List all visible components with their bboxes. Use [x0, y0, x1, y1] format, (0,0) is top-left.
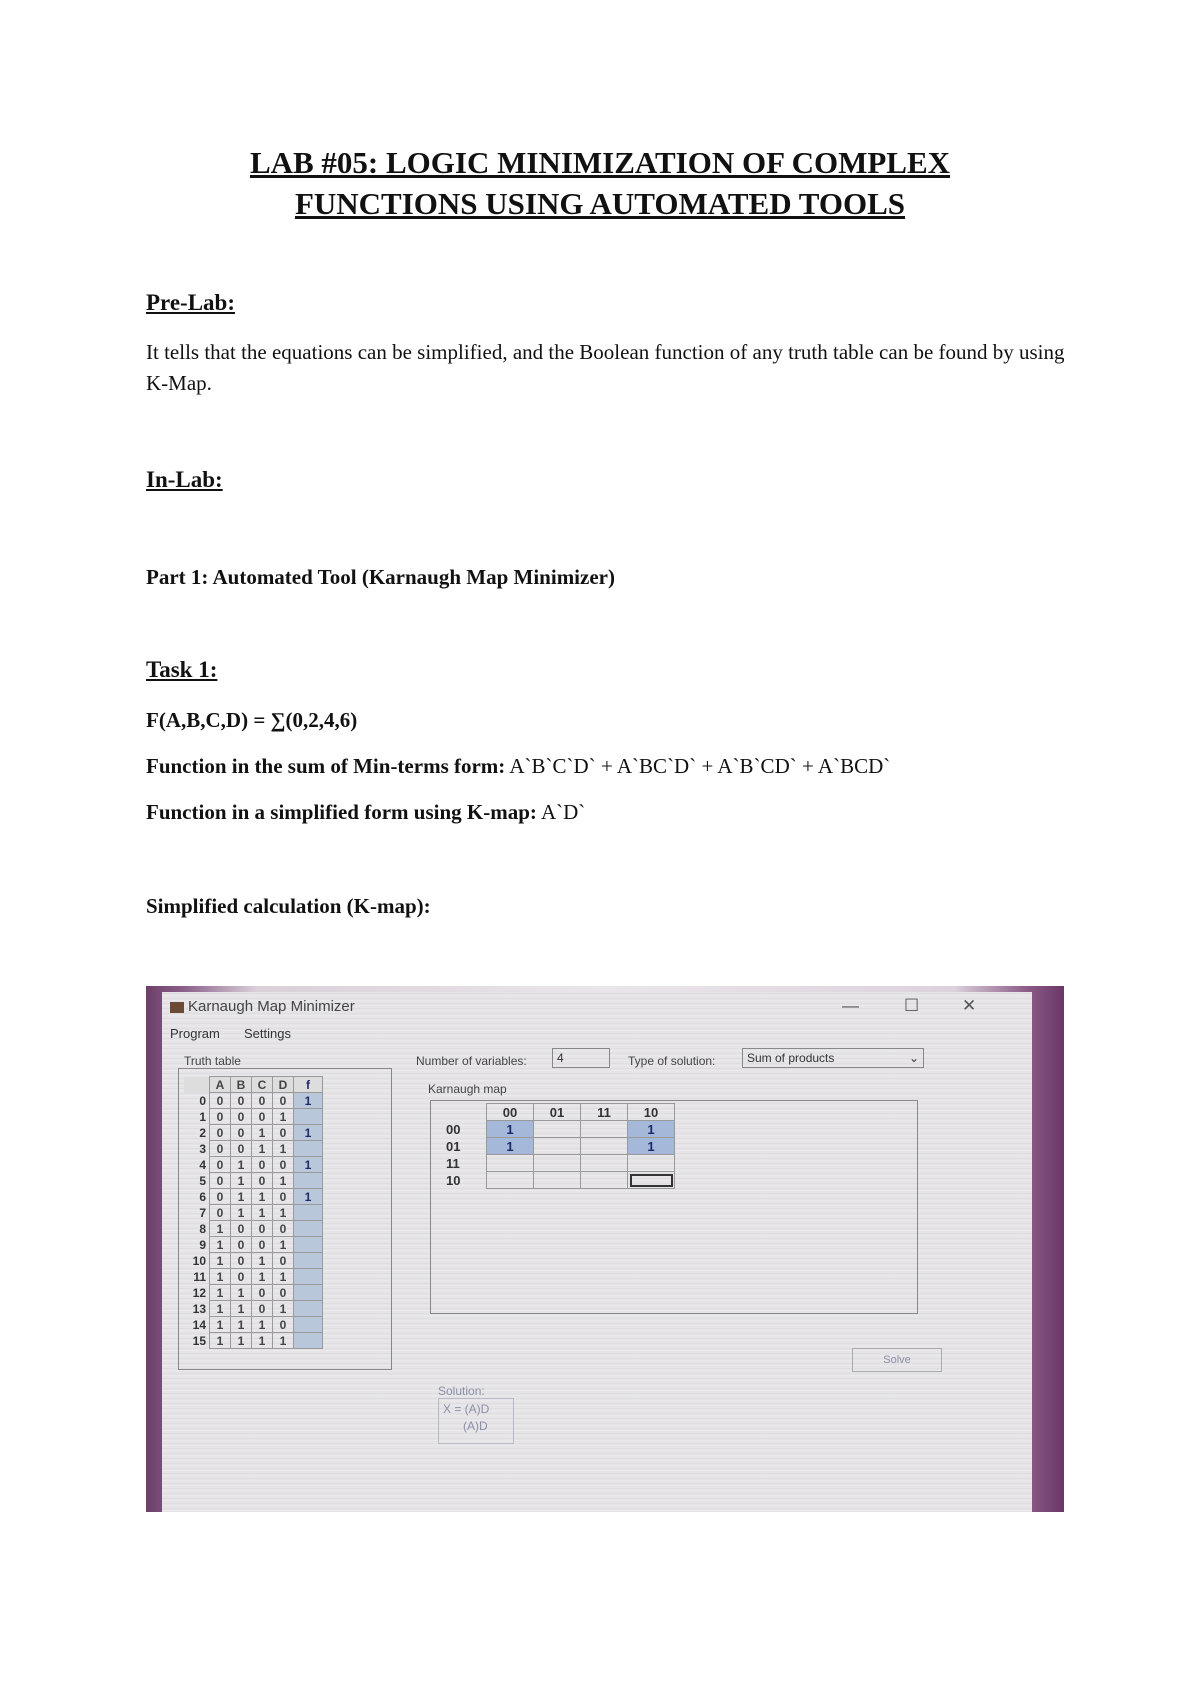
tt-cell: 0 — [273, 1157, 294, 1173]
tt-row-index: 12 — [192, 1285, 206, 1300]
tt-cell: 1 — [252, 1125, 273, 1141]
kmap-cell — [628, 1155, 675, 1172]
tt-cell: 1 — [210, 1317, 231, 1333]
tt-row-index: 9 — [199, 1237, 206, 1252]
num-vars-input: 4 — [552, 1048, 610, 1068]
tt-cell: 1 — [273, 1109, 294, 1125]
tt-cell: 0 — [231, 1125, 252, 1141]
kmap-cell — [534, 1155, 581, 1172]
task1-function: F(A,B,C,D) = ∑(0,2,4,6) — [146, 708, 358, 732]
solution-type-label: Type of solution: — [628, 1054, 716, 1068]
simplified-value: A`D` — [536, 800, 586, 824]
tt-cell: 0 — [210, 1189, 231, 1205]
part1-heading: Part 1: Automated Tool (Karnaugh Map Minimizer) — [146, 565, 615, 589]
truth-table-row — [184, 1173, 323, 1189]
tt-cell: 1 — [252, 1205, 273, 1221]
truth-table-row — [184, 1253, 323, 1269]
kmap-cell — [581, 1138, 628, 1155]
prelab-text: It tells that the equations can be simplified, and the Boolean function of any truth table can be found by using K-Map. — [146, 340, 1065, 395]
tt-cell: 1 — [252, 1141, 273, 1157]
tt-cell: 0 — [231, 1253, 252, 1269]
tt-cell: 1 — [252, 1189, 273, 1205]
minimizer-window — [162, 992, 1032, 1512]
tt-cell: 1 — [231, 1285, 252, 1301]
tt-cell: 0 — [210, 1109, 231, 1125]
title-line-1: LAB #05: LOGIC MINIMIZATION OF COMPLEX — [249, 145, 951, 180]
tt-cell — [294, 1221, 323, 1237]
kmap-cell: 1 — [628, 1121, 675, 1138]
tt-cell: 1 — [294, 1189, 323, 1205]
kmap-col-header: 10 — [628, 1104, 675, 1121]
tt-cell — [294, 1205, 323, 1221]
tt-row-index: 15 — [192, 1333, 206, 1348]
tt-cell: 0 — [273, 1317, 294, 1333]
app-icon — [170, 1002, 184, 1013]
tt-row-index: 10 — [192, 1253, 206, 1268]
tt-cell: 0 — [231, 1221, 252, 1237]
tt-cell: 0 — [231, 1269, 252, 1285]
simplified-label: Function in a simplified form using K-map: — [146, 800, 537, 824]
tt-cell: 0 — [252, 1157, 273, 1173]
tt-cell — [294, 1141, 323, 1157]
kmap-row-header: 10 — [446, 1172, 461, 1188]
kmap-row-header: 11 — [446, 1155, 460, 1171]
tt-cell: 1 — [231, 1301, 252, 1317]
tt-cell: 1 — [273, 1237, 294, 1253]
minimize-icon: — — [842, 996, 859, 1015]
tt-cell: 0 — [210, 1141, 231, 1157]
tt-cell: 1 — [273, 1141, 294, 1157]
tt-cell: 0 — [273, 1285, 294, 1301]
tt-cell: 1 — [273, 1301, 294, 1317]
tt-cell: 0 — [231, 1237, 252, 1253]
tt-row-index: 14 — [192, 1317, 206, 1332]
kmap-cell — [581, 1172, 628, 1189]
tt-cell: 1 — [273, 1173, 294, 1189]
calc-label: Simplified calculation (K-map): — [146, 894, 431, 918]
solution-label: Solution: — [438, 1384, 485, 1398]
tt-row-index: 6 — [199, 1189, 206, 1204]
tt-cell: 0 — [273, 1221, 294, 1237]
tt-cell: 1 — [294, 1125, 323, 1141]
solution-box — [438, 1398, 514, 1444]
tt-cell: 0 — [210, 1125, 231, 1141]
kmap-row — [446, 1155, 675, 1172]
tt-row-index: 13 — [192, 1301, 206, 1316]
tt-cell: 1 — [252, 1269, 273, 1285]
karnaugh-map — [446, 1103, 675, 1189]
tt-cell: 0 — [273, 1253, 294, 1269]
tt-row-index: 5 — [199, 1173, 206, 1188]
kmap-cell: 1 — [487, 1138, 534, 1155]
tt-cell: 1 — [252, 1333, 273, 1349]
kmap-col-header: 00 — [487, 1104, 534, 1121]
menu-settings: Settings — [244, 1026, 291, 1041]
kmap-cell — [534, 1172, 581, 1189]
tt-cell: 0 — [252, 1109, 273, 1125]
truth-table-row — [184, 1221, 323, 1237]
truth-table-row — [184, 1237, 323, 1253]
kmap-row-header: 00 — [446, 1121, 461, 1137]
tt-header: C — [252, 1077, 273, 1093]
tt-cell: 0 — [273, 1125, 294, 1141]
title-line-2: FUNCTIONS USING AUTOMATED TOOLS — [294, 186, 906, 221]
truth-table-row — [184, 1333, 323, 1349]
tt-cell: 1 — [210, 1237, 231, 1253]
tt-header: f — [294, 1077, 323, 1093]
close-icon: ✕ — [962, 996, 977, 1015]
kmap-screenshot-photo — [146, 986, 1064, 1512]
tt-row-index: 0 — [199, 1093, 206, 1108]
tt-cell: 0 — [252, 1285, 273, 1301]
solution-type-select: Sum of products ⌄ — [742, 1048, 924, 1068]
kmap-row-header: 01 — [446, 1138, 461, 1154]
simplified-line — [146, 800, 585, 825]
kmap-col-header: 11 — [581, 1104, 628, 1121]
tt-cell: 0 — [252, 1173, 273, 1189]
kmap-cell — [534, 1138, 581, 1155]
tt-cell: 0 — [252, 1237, 273, 1253]
kmap-cell — [628, 1172, 675, 1189]
tt-row-index: 1 — [199, 1109, 206, 1124]
kmap-row — [446, 1138, 675, 1155]
tt-cell: 1 — [210, 1253, 231, 1269]
truth-table-row — [184, 1317, 323, 1333]
kmap-row — [446, 1172, 675, 1189]
kmap-corner — [446, 1104, 487, 1121]
tt-cell: 1 — [231, 1173, 252, 1189]
truth-table-row — [184, 1285, 323, 1301]
tt-cell — [294, 1237, 323, 1253]
tt-header: B — [231, 1077, 252, 1093]
tt-cell — [294, 1333, 323, 1349]
tt-cell: 1 — [210, 1269, 231, 1285]
tt-header: D — [273, 1077, 294, 1093]
truth-table-row — [184, 1269, 323, 1285]
tt-cell: 0 — [273, 1093, 294, 1109]
truth-table-row — [184, 1109, 323, 1125]
kmap-cell — [487, 1155, 534, 1172]
tt-row-index: 11 — [193, 1269, 206, 1284]
tt-cell: 0 — [210, 1205, 231, 1221]
solution-line-1: X = (A)D — [443, 1402, 490, 1416]
tt-cell: 0 — [252, 1301, 273, 1317]
tt-cell: 0 — [252, 1093, 273, 1109]
tt-cell: 0 — [210, 1157, 231, 1173]
prelab-heading: Pre-Lab: — [146, 290, 236, 315]
tt-cell — [294, 1301, 323, 1317]
tt-cell: 1 — [231, 1205, 252, 1221]
menu-program: Program — [170, 1026, 220, 1041]
truth-table-row — [184, 1093, 323, 1109]
window-title: Karnaugh Map Minimizer — [188, 998, 355, 1015]
tt-cell — [294, 1317, 323, 1333]
page-title — [0, 142, 1200, 224]
tt-row-index: 7 — [199, 1205, 206, 1220]
truth-table-row — [184, 1205, 323, 1221]
tt-cell: 1 — [231, 1333, 252, 1349]
tt-cell: 1 — [273, 1333, 294, 1349]
tt-cell: 0 — [210, 1173, 231, 1189]
tt-cell: 0 — [210, 1093, 231, 1109]
tt-row-index: 8 — [199, 1221, 206, 1236]
tt-cell: 1 — [252, 1253, 273, 1269]
kmap-cell — [581, 1121, 628, 1138]
tt-cell — [294, 1109, 323, 1125]
tt-header: A — [210, 1077, 231, 1093]
tt-cell: 0 — [231, 1141, 252, 1157]
tt-row-index: 2 — [199, 1125, 206, 1140]
minterms-label: Function in the sum of Min-terms form: — [146, 754, 506, 778]
tt-cell: 0 — [252, 1221, 273, 1237]
truth-table-label: Truth table — [184, 1054, 241, 1068]
tt-cell: 1 — [210, 1301, 231, 1317]
kmap-label: Karnaugh map — [428, 1082, 507, 1096]
kmap-col-header: 01 — [534, 1104, 581, 1121]
solution-line-2: (A)D — [463, 1419, 488, 1433]
kmap-row — [446, 1121, 675, 1138]
kmap-cell: 1 — [628, 1138, 675, 1155]
task1-heading: Task 1: — [146, 657, 218, 682]
truth-table-row — [184, 1157, 323, 1173]
tt-cell: 0 — [273, 1189, 294, 1205]
kmap-cell — [581, 1155, 628, 1172]
inlab-heading: In-Lab: — [146, 467, 223, 492]
tt-cell — [294, 1269, 323, 1285]
tt-cell: 0 — [231, 1093, 252, 1109]
tt-cell: 1 — [231, 1157, 252, 1173]
minterms-value: A`B`C`D` + A`BC`D` + A`B`CD` + A`BCD` — [505, 754, 891, 778]
tt-cell: 1 — [210, 1285, 231, 1301]
tt-cell: 1 — [273, 1269, 294, 1285]
minterms-line — [146, 754, 890, 779]
num-vars-label: Number of variables: — [416, 1054, 527, 1068]
kmap-cell — [534, 1121, 581, 1138]
tt-cell: 0 — [231, 1109, 252, 1125]
kmap-cell: 1 — [487, 1121, 534, 1138]
tt-cell: 1 — [210, 1333, 231, 1349]
truth-table-row — [184, 1125, 323, 1141]
truth-table-row — [184, 1301, 323, 1317]
chevron-down-icon: ⌄ — [908, 1051, 919, 1065]
tt-cell: 1 — [231, 1189, 252, 1205]
kmap-cell — [487, 1172, 534, 1189]
tt-cell — [294, 1253, 323, 1269]
truth-table — [184, 1076, 323, 1349]
tt-cell: 1 — [294, 1093, 323, 1109]
tt-cell — [294, 1173, 323, 1189]
truth-table-row — [184, 1141, 323, 1157]
tt-row-index: 4 — [199, 1157, 206, 1172]
maximize-icon: ☐ — [904, 996, 920, 1015]
tt-cell: 1 — [210, 1221, 231, 1237]
truth-table-row — [184, 1189, 323, 1205]
tt-cell: 1 — [294, 1157, 323, 1173]
tt-cell: 1 — [231, 1317, 252, 1333]
tt-cell: 1 — [252, 1317, 273, 1333]
tt-cell — [294, 1285, 323, 1301]
solve-button: Solve — [852, 1348, 942, 1372]
tt-cell: 1 — [273, 1205, 294, 1221]
tt-row-index: 3 — [199, 1141, 206, 1156]
